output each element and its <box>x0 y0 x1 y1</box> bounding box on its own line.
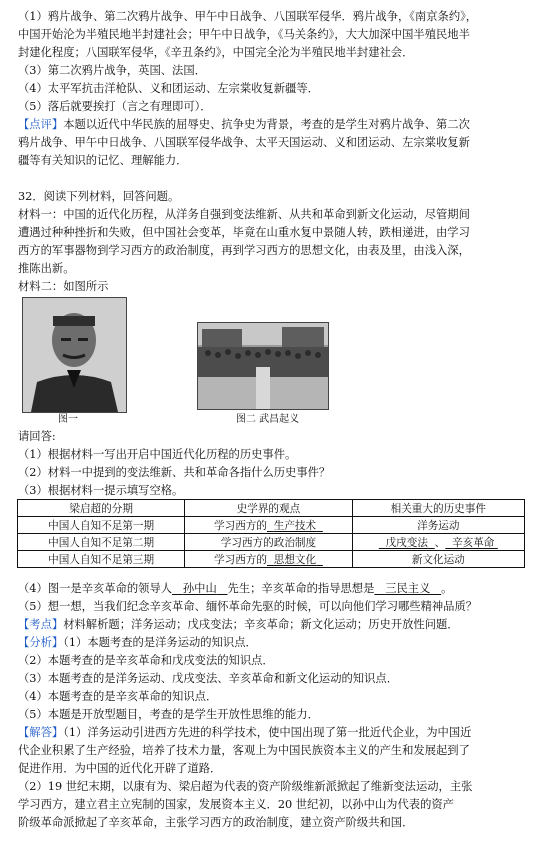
filled-blank <box>445 537 498 549</box>
kaodian-text: 材料解析题；洋务运动；戊戌变法；辛亥革命；新文化运动；历史开放性问题． <box>63 618 459 631</box>
uprising-image <box>198 323 328 409</box>
history-table <box>17 499 525 568</box>
fenxi-line: （2）本题考查的是辛亥革命和戊戌变法的知识点． <box>18 654 274 667</box>
jieda-line <box>18 726 530 740</box>
answer-line: （1）鸦片战争、第二次鸦片战争、甲午中日战争、八国联军侵华．鸦片战争，《南京条约》， <box>18 10 478 23</box>
question-heading: 32．阅读下列材料，回答问题。 <box>18 190 180 203</box>
material-two-label: 材料二：如图所示 <box>18 280 109 293</box>
material-one-line: 遭遇过种种挫折和失败，但中国社会变革，毕竟在山重水复中景随人转，跌相递进，由学习 <box>18 226 470 239</box>
portrait-photo <box>22 297 127 413</box>
comment-line: 鸦片战争、甲午中日战争、八国联军侵华战争、太平天国运动、义和团运动、左宗棠收复新 <box>18 136 470 149</box>
filled-blank <box>267 520 323 532</box>
table-cell: 中国人自知不足第二期 <box>18 534 185 551</box>
blank-answer: 辛亥革命 <box>452 536 495 549</box>
fenxi-line: （5）本题是开放型题目，考查的是学生开放性思维的能力． <box>18 708 319 721</box>
jieda-line: 阶级革命派掀起了辛亥革命，主张学习西方的政治制度，建立资产阶级共和国． <box>18 816 414 829</box>
answer-line: （5）落后就要挨打（言之有理即可）． <box>18 100 212 113</box>
cell-text: 学习西方的 <box>214 553 267 566</box>
comment-tag: 【点评】 <box>18 118 64 131</box>
kaodian-line <box>18 618 530 632</box>
q4-text: 先生；辛亥革命的指导思想是 <box>227 582 375 595</box>
blank-answer: 孙中山 <box>182 582 217 595</box>
jieda-line: 促进作用．为中国的近代化开辟了道路． <box>18 762 222 775</box>
jieda-text: （1）洋务运动引进西方先进的科学技术，使中国出现了第一批近代企业，为中国近 <box>63 726 472 739</box>
figure-one-caption: 图一 <box>58 414 78 425</box>
jieda-line: 学习西方，建立君主立宪制的国家，发展资本主义．20 世纪初，以孙中山为代表的资产 <box>18 798 454 811</box>
question-four <box>18 582 530 596</box>
table-cell: 学习西方的政治制度 <box>185 534 352 551</box>
comment-line <box>18 118 530 132</box>
table-header-cell: 相关重大的历史事件 <box>352 500 524 517</box>
fenxi-line: （3）本题考查的是洋务运动、戊戌变法、辛亥革命和新文化运动的知识点． <box>18 672 398 685</box>
answer-line: （4）太平军抗击洋枪队、义和团运动、左宗棠收复新疆等． <box>18 82 319 95</box>
material-one-line: 西方的军事器物到学习西方的政治制度，再到学习西方的思想文化，由表及里，由浅入深， <box>18 244 470 257</box>
jieda-line: （2）19 世纪末期，以康有为、梁启超为代表的资产阶级维新派掀起了维新变法运动，主张 <box>18 780 473 793</box>
filled-blank <box>374 582 441 595</box>
table-row <box>18 534 525 551</box>
q4-text: 。 <box>441 582 453 595</box>
fenxi-tag: 【分析】 <box>18 636 64 649</box>
table-cell: 中国人自知不足第一期 <box>18 517 185 534</box>
fenxi-text: （1）本题考查的是洋务运动的知识点． <box>63 636 257 649</box>
jieda-line: 代企业积累了生产经验，培养了技术力量，客观上为中国民族资本主义的产生和发展起到了 <box>18 744 470 757</box>
question-five: （5）想一想，当我们纪念辛亥革命、缅怀革命先驱的时候，可以向他们学习哪些精神品质？ <box>18 600 478 613</box>
jieda-tag: 【解答】 <box>18 726 64 739</box>
kaodian-tag: 【考点】 <box>18 618 64 631</box>
sub-question: （2）材料一中提到的变法维新、共和革命各指什么历史事件？ <box>18 466 331 479</box>
table-cell: 中国人自知不足第三期 <box>18 551 185 568</box>
blank-answer: 三民主义 <box>385 582 431 595</box>
fenxi-line <box>18 636 530 650</box>
table-cell <box>185 551 352 568</box>
comment-line: 疆等有关知识的记忆、理解能力． <box>18 154 188 167</box>
answer-prompt: 请回答: <box>18 430 56 443</box>
answer-line: 封建化程度；八国联军侵华，《辛丑条约》，中国完全沦为半殖民地半封建社会． <box>18 46 414 59</box>
portrait-image <box>23 298 126 412</box>
table-header-row <box>18 500 525 517</box>
material-one-line: 材料一：中国的近代化历程，从洋务自强到变法维新、从共和革命到新文化运动，尽管期间 <box>18 208 470 221</box>
table-header-cell: 史学界的观点 <box>185 500 352 517</box>
table-cell <box>185 517 352 534</box>
wuchang-uprising-photo <box>197 322 329 410</box>
q4-text: （4）图一是辛亥革命的领导人 <box>18 582 173 595</box>
filled-blank <box>172 582 227 595</box>
sub-question: （3）根据材料一提示填写空格。 <box>18 484 184 497</box>
table-cell <box>352 534 524 551</box>
blank-answer: 思想文化 <box>273 553 317 566</box>
answer-line: 中国开始沦为半殖民地半封建社会；甲午中日战争，《马关条约》，大大加深中国半殖民地半 <box>18 28 470 41</box>
filled-blank <box>267 554 323 566</box>
sub-question: （1）根据材料一写出开启中国近代化历程的历史事件。 <box>18 448 297 461</box>
blank-answer: 生产技术 <box>273 519 317 532</box>
answer-line: （3）第二次鸦片战争，英国、法国． <box>18 64 206 77</box>
blank-answer: 戊戌变法 <box>385 536 428 549</box>
cell-text: 、 <box>434 536 446 549</box>
filled-blank <box>379 537 435 549</box>
table-row <box>18 551 525 568</box>
comment-text: 本题以近代中华民族的屈辱史、抗争史为背景，考查的是学生对鸦片战争、第二次 <box>63 118 470 131</box>
material-one-line: 推陈出新。 <box>18 262 75 275</box>
table-header-cell: 梁启超的分期 <box>18 500 185 517</box>
table-cell: 洋务运动 <box>352 517 524 534</box>
table-row <box>18 517 525 534</box>
cell-text: 学习西方的 <box>214 519 267 532</box>
figure-two-caption: 图二 武昌起义 <box>236 414 300 425</box>
fenxi-line: （4）本题考查的是辛亥革命的知识点． <box>18 690 218 703</box>
table-cell: 新文化运动 <box>352 551 524 568</box>
